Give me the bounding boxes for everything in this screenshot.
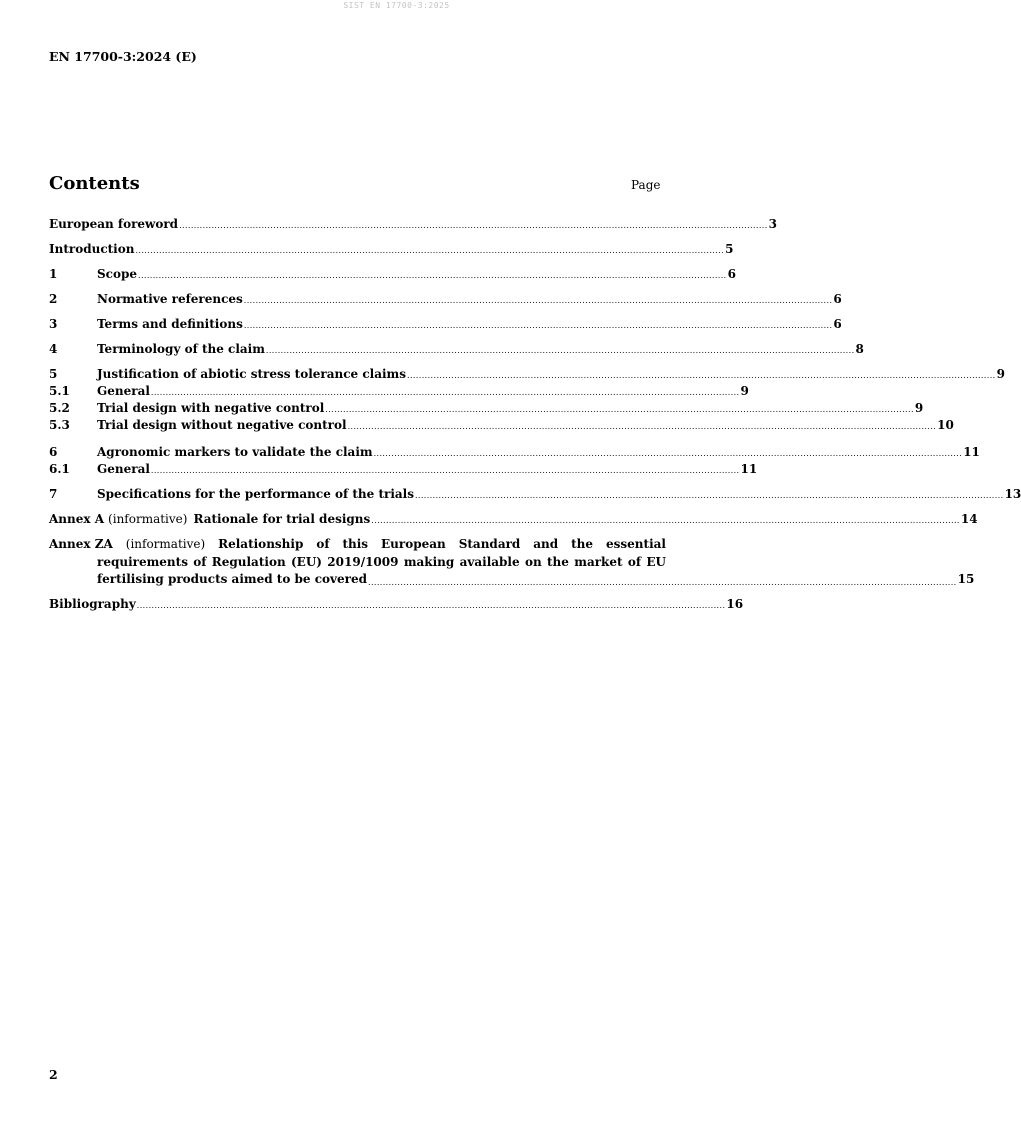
- annex-a-info: (informative): [108, 512, 188, 526]
- annex-za-word: Relationship: [218, 537, 304, 551]
- toc-dot-leader: ........................................................................................................................................................................................................: [138, 271, 727, 280]
- annex-za-word: essential: [606, 537, 666, 551]
- page-column-label: Page: [631, 178, 661, 192]
- annex-za-word: European: [381, 537, 446, 551]
- toc-entry-title: Introduction: [49, 242, 135, 256]
- toc-dot-leader: ........................................................................................................................................................................................................: [414, 491, 1004, 500]
- toc-dot-leader: ........................................................................................................................................................................................................: [368, 577, 957, 587]
- bibliography-page: 16: [726, 597, 744, 611]
- toc-entry-title: Scope: [97, 267, 138, 281]
- toc-entry-number: 3: [49, 317, 58, 331]
- toc-entry[interactable]: [49, 486, 1021, 502]
- toc-entry-number: 4: [49, 342, 58, 356]
- toc-entry[interactable]: [49, 417, 954, 433]
- bibliography-title: Bibliography: [49, 597, 136, 611]
- toc-entry-page: 9: [914, 401, 924, 415]
- toc-entry-title: Agronomic markers to validate the claim: [97, 445, 373, 459]
- toc-dot-leader: ........................................................................................................................................................................................................: [407, 371, 996, 380]
- toc-entry-title: European foreword: [49, 217, 179, 231]
- toc-annex-a[interactable]: [49, 511, 978, 527]
- toc-entry[interactable]: [49, 461, 758, 477]
- toc-entry-page: 3: [768, 217, 778, 231]
- toc-dot-leader: ........................................................................................................................................................................................................: [136, 601, 726, 610]
- toc-entry[interactable]: [49, 316, 842, 332]
- toc-dot-leader: ........................................................................................................................................................................................................: [265, 346, 855, 355]
- toc-entry-title: Specifications for the performance of the trials: [97, 487, 414, 501]
- toc-entry-number: 5.1: [49, 384, 70, 398]
- toc-entry[interactable]: [49, 266, 736, 282]
- toc-dot-leader: ........................................................................................................................................................................................................: [371, 516, 960, 525]
- toc-entry-page: 9: [740, 384, 749, 398]
- toc-entry[interactable]: [49, 444, 980, 460]
- toc-entry-number: 1: [49, 267, 58, 281]
- page-number: 2: [49, 1067, 58, 1082]
- annex-za-word: this: [342, 537, 369, 551]
- annex-za-word: and: [533, 537, 559, 551]
- annex-za-line1: [49, 536, 666, 554]
- annex-za-word: Standard: [458, 537, 521, 551]
- toc-bibliography[interactable]: [49, 596, 744, 612]
- toc-entry-page: 9: [996, 367, 1005, 381]
- toc-dot-leader: ........................................................................................................................................................................................................: [150, 466, 740, 475]
- toc-entry-page: 11: [740, 462, 758, 476]
- toc-entry-page: 10: [937, 418, 954, 432]
- toc-entry-page: 11: [963, 445, 980, 459]
- toc-dot-leader: ........................................................................................................................................................................................................: [150, 388, 740, 397]
- toc-entry-number: 6.1: [49, 462, 70, 476]
- toc-entry-number: 2: [49, 292, 58, 306]
- toc-entry-title: Trial design with negative control: [97, 401, 325, 415]
- toc-entry-page: 5: [725, 242, 734, 256]
- annex-za-line3: [49, 571, 975, 589]
- toc-dot-leader: ........................................................................................................................................................................................................: [325, 405, 914, 414]
- annex-za-word: of: [316, 537, 330, 551]
- toc-entry-page: 8: [855, 342, 864, 356]
- toc-entry[interactable]: [49, 383, 749, 399]
- annex-a-title: Rationale for trial designs: [193, 512, 371, 526]
- toc-entry-page: 6: [727, 267, 736, 281]
- toc-entry-number: 5.3: [49, 418, 70, 432]
- document-id: EN 17700-3:2024 (E): [49, 49, 197, 64]
- toc-entry-number: 7: [49, 487, 58, 501]
- toc-entry[interactable]: [49, 400, 924, 416]
- annex-za-title-end: fertilising products aimed to be covered: [97, 572, 367, 586]
- contents-heading: Contents: [49, 173, 140, 194]
- toc-entry-title: Terminology of the claim: [97, 342, 265, 356]
- toc-entry-number: 6: [49, 445, 58, 459]
- toc-entry-title: Justification of abiotic stress tolerance claims: [97, 367, 407, 381]
- annex-za-label: Annex ZA: [49, 537, 113, 551]
- toc-entry[interactable]: [49, 366, 1005, 382]
- toc-entry-number: 5: [49, 367, 58, 381]
- toc-dot-leader: ........................................................................................................................................................................................................: [373, 449, 963, 458]
- toc-entry-title: General: [97, 384, 150, 398]
- toc-entry[interactable]: [49, 241, 734, 257]
- annex-a-label: Annex A: [49, 512, 105, 526]
- annex-za-word: the: [571, 537, 594, 551]
- annex-a-page: 14: [960, 512, 978, 526]
- annex-za-line2: requirements of Regulation (EU) 2019/1009 making available on the market of EU: [97, 554, 666, 569]
- toc-entry[interactable]: [49, 291, 842, 307]
- toc-entry-title: Normative references: [97, 292, 243, 306]
- annex-za-page: 15: [957, 572, 975, 586]
- watermark: SIST EN 17700-3:2025: [343, 1, 450, 10]
- toc-entry-number: 5.2: [49, 401, 70, 415]
- toc-dot-leader: ........................................................................................................................................................................................................: [243, 296, 833, 305]
- toc-dot-leader: ........................................................................................................................................................................................................: [243, 321, 833, 330]
- toc-entry-title: Terms and definitions: [97, 317, 243, 331]
- toc-entry-page: 6: [833, 317, 842, 331]
- toc-entry-title: General: [97, 462, 150, 476]
- toc-dot-leader: ........................................................................................................................................................................................................: [179, 221, 768, 230]
- toc-entry[interactable]: [49, 341, 864, 357]
- toc-dot-leader: ........................................................................................................................................................................................................: [135, 246, 725, 255]
- toc-entry[interactable]: [49, 216, 778, 232]
- toc-entry-page: 13: [1004, 487, 1021, 501]
- toc-annex-za[interactable]: [49, 536, 975, 589]
- toc-entry-title: Trial design without negative control: [97, 418, 347, 432]
- toc-dot-leader: ........................................................................................................................................................................................................: [347, 422, 937, 431]
- annex-za-info: (informative): [125, 537, 206, 551]
- toc-entry-page: 6: [833, 292, 842, 306]
